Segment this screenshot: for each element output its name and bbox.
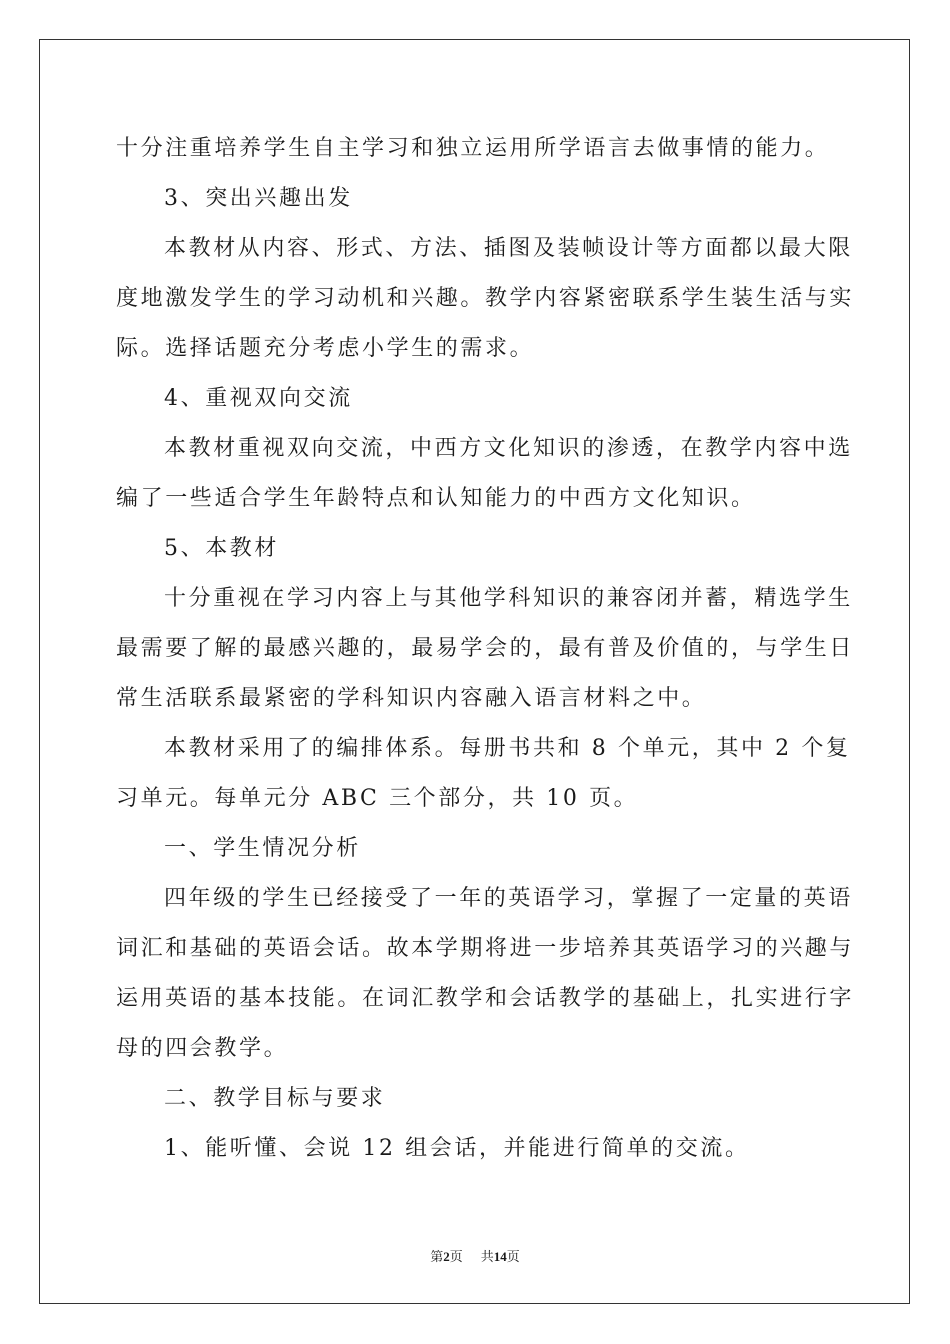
text-line: 习单元。每单元分 ABC 三个部分，共 10 页。 [116, 786, 639, 811]
text-line: 本教材从内容、形式、方法、插图及装帧设计等方面都以最大限 [164, 236, 853, 261]
text-line: 十分重视在学习内容上与其他学科知识的兼容闭并蓄，精选学生 [164, 586, 853, 611]
text-line: 本教材重视双向交流，中西方文化知识的渗透，在教学内容中选 [164, 436, 853, 461]
text-line: 编了一些适合学生年龄特点和认知能力的中西方文化知识。 [116, 486, 756, 511]
text-line: 1、能听懂、会说 12 组会话，并能进行简单的交流。 [164, 1136, 750, 1161]
text-line: 词汇和基础的英语会话。故本学期将进一步培养其英语学习的兴趣与 [116, 936, 855, 961]
section-heading: 3、突出兴趣出发 [164, 186, 353, 211]
text-line: 际。选择话题充分考虑小学生的需求。 [116, 336, 535, 361]
section-heading: 5、本教材 [164, 536, 279, 561]
text-line: 常生活联系最紧密的学科知识内容融入语言材料之中。 [116, 686, 707, 711]
total-suffix: 页 [506, 1249, 520, 1264]
page-prefix: 第 [430, 1249, 444, 1264]
text-line: 运用英语的基本技能。在词汇教学和会话教学的基础上，扎实进行字 [116, 986, 855, 1011]
text-line: 十分注重培养学生自主学习和独立运用所学语言去做事情的能力。 [116, 136, 830, 161]
text-line: 母的四会教学。 [116, 1036, 289, 1061]
document-body [116, 124, 855, 1174]
page-suffix: 页 [449, 1249, 463, 1264]
page-footer [0, 1246, 950, 1265]
total-pages: 14 [493, 1249, 507, 1264]
page-number: 2 [443, 1249, 450, 1264]
section-heading: 二、教学目标与要求 [164, 1086, 386, 1111]
total-prefix: 共 [480, 1249, 494, 1264]
text-line: 度地激发学生的学习动机和兴趣。教学内容紧密联系学生装生活与实 [116, 286, 855, 311]
text-line: 四年级的学生已经接受了一年的英语学习，掌握了一定量的英语 [164, 886, 853, 911]
section-heading: 一、学生情况分析 [164, 836, 361, 861]
text-line: 本教材采用了的编排体系。每册书共和 8 个单元，其中 2 个复 [164, 736, 851, 761]
text-line: 最需要了解的最感兴趣的，最易学会的，最有普及价值的，与学生日 [116, 636, 855, 661]
section-heading: 4、重视双向交流 [164, 386, 353, 411]
